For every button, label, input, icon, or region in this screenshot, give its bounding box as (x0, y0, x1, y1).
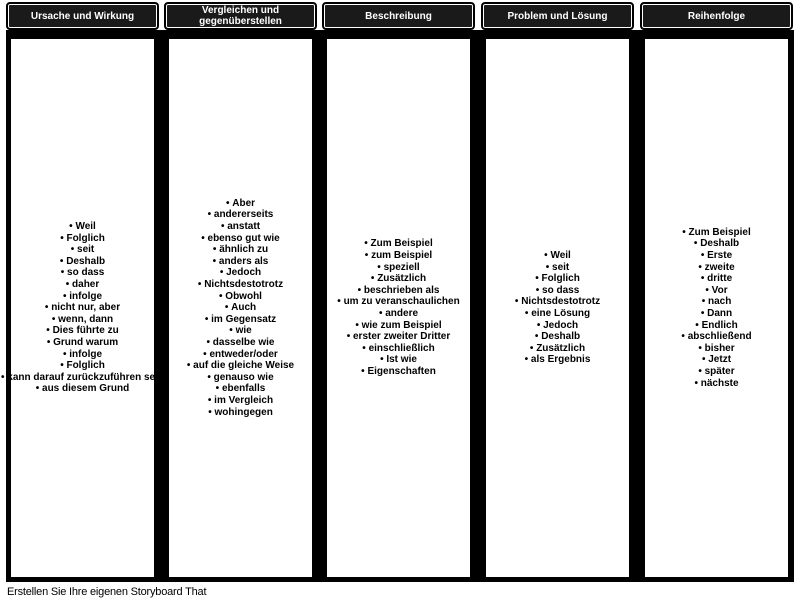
footer-caption: Erstellen Sie Ihre eigenen Storyboard That (7, 586, 207, 598)
term-list (1, 221, 164, 395)
term-item: • genauso wie (187, 372, 294, 384)
term-item: • Folglich (515, 273, 600, 285)
term-item: • aus diesem Grund (1, 383, 164, 395)
term-item: • Weil (515, 250, 600, 262)
term-item: • Zum Beispiel (337, 238, 459, 250)
term-item: • um zu veranschaulichen (337, 296, 459, 308)
column-problem-solution (481, 2, 634, 580)
column-header: Ursache und Wirkung (6, 2, 159, 30)
term-item: • Zum Beispiel (681, 227, 751, 239)
column-header: Problem und Lösung (481, 2, 634, 30)
term-item: • Deshalb (515, 331, 600, 343)
term-item: • kann darauf zurückzuführen sein (1, 372, 164, 384)
term-item: • entweder/oder (187, 349, 294, 361)
term-item: • als Ergebnis (515, 354, 600, 366)
column-panel (168, 38, 313, 578)
term-item: • daher (1, 279, 164, 291)
term-item: • einschließlich (337, 343, 459, 355)
term-item: • Grund warum (1, 337, 164, 349)
term-item: • so dass (1, 267, 164, 279)
term-item: • wie zum Beispiel (337, 320, 459, 332)
term-list (337, 238, 459, 377)
column-compare-contrast (164, 2, 317, 580)
term-item: • Weil (1, 221, 164, 233)
term-item: • Nichtsdestotrotz (187, 279, 294, 291)
storyboard-grid (6, 2, 794, 582)
term-item: • Zusätzlich (337, 273, 459, 285)
column-panel (326, 38, 471, 578)
column-panel (644, 38, 789, 578)
column-header: Vergleichen und gegenüberstellen (164, 2, 317, 30)
term-item: • Zusätzlich (515, 343, 600, 355)
term-item: • Auch (187, 302, 294, 314)
term-item: • so dass (515, 285, 600, 297)
term-item: • anstatt (187, 221, 294, 233)
column-panel (7, 38, 164, 578)
term-item: • wenn, dann (1, 314, 164, 326)
term-item: • nach (681, 296, 751, 308)
column-header: Beschreibung (322, 2, 475, 30)
term-item: • später (681, 366, 751, 378)
column-sequence (640, 2, 793, 580)
term-item: • zweite (681, 262, 751, 274)
term-item: • bisher (681, 343, 751, 355)
term-item: • Vor (681, 285, 751, 297)
term-item: • eine Lösung (515, 308, 600, 320)
term-item: • andere (337, 308, 459, 320)
term-item: • Obwohl (187, 291, 294, 303)
term-item: • Jetzt (681, 354, 751, 366)
term-item: • wie (187, 325, 294, 337)
term-item: • ebenso gut wie (187, 233, 294, 245)
term-item: • Endlich (681, 320, 751, 332)
column-cause-effect (6, 2, 164, 580)
term-item: • Jedoch (515, 320, 600, 332)
term-item: • infolge (1, 291, 164, 303)
term-item: • dritte (681, 273, 751, 285)
term-item: • andererseits (187, 209, 294, 221)
term-item: • Folglich (1, 233, 164, 245)
column-header: Reihenfolge (640, 2, 793, 30)
term-item: • Dann (681, 308, 751, 320)
term-item: • Deshalb (681, 238, 751, 250)
term-list (187, 198, 294, 418)
term-item: • ähnlich zu (187, 244, 294, 256)
term-item: • Eigenschaften (337, 366, 459, 378)
term-item: • zum Beispiel (337, 250, 459, 262)
term-item: • infolge (1, 349, 164, 361)
term-item: • erster zweiter Dritter (337, 331, 459, 343)
term-item: • seit (1, 244, 164, 256)
term-item: • Ist wie (337, 354, 459, 366)
term-item: • nicht nur, aber (1, 302, 164, 314)
term-item: • Erste (681, 250, 751, 262)
term-item: • Jedoch (187, 267, 294, 279)
term-item: • Folglich (1, 360, 164, 372)
term-item: • nächste (681, 378, 751, 390)
term-item: • auf die gleiche Weise (187, 360, 294, 372)
term-item: • Deshalb (1, 256, 164, 268)
term-item: • abschließend (681, 331, 751, 343)
term-item: • seit (515, 262, 600, 274)
term-item: • im Vergleich (187, 395, 294, 407)
term-item: • wohingegen (187, 407, 294, 419)
term-item: • beschrieben als (337, 285, 459, 297)
column-description (322, 2, 475, 580)
column-panel (485, 38, 630, 578)
term-item: • speziell (337, 262, 459, 274)
term-item: • Nichtsdestotrotz (515, 296, 600, 308)
term-item: • im Gegensatz (187, 314, 294, 326)
term-list (681, 227, 751, 389)
term-item: • Aber (187, 198, 294, 210)
term-item: • anders als (187, 256, 294, 268)
term-item: • Dies führte zu (1, 325, 164, 337)
term-item: • dasselbe wie (187, 337, 294, 349)
term-list (515, 250, 600, 366)
term-item: • ebenfalls (187, 383, 294, 395)
